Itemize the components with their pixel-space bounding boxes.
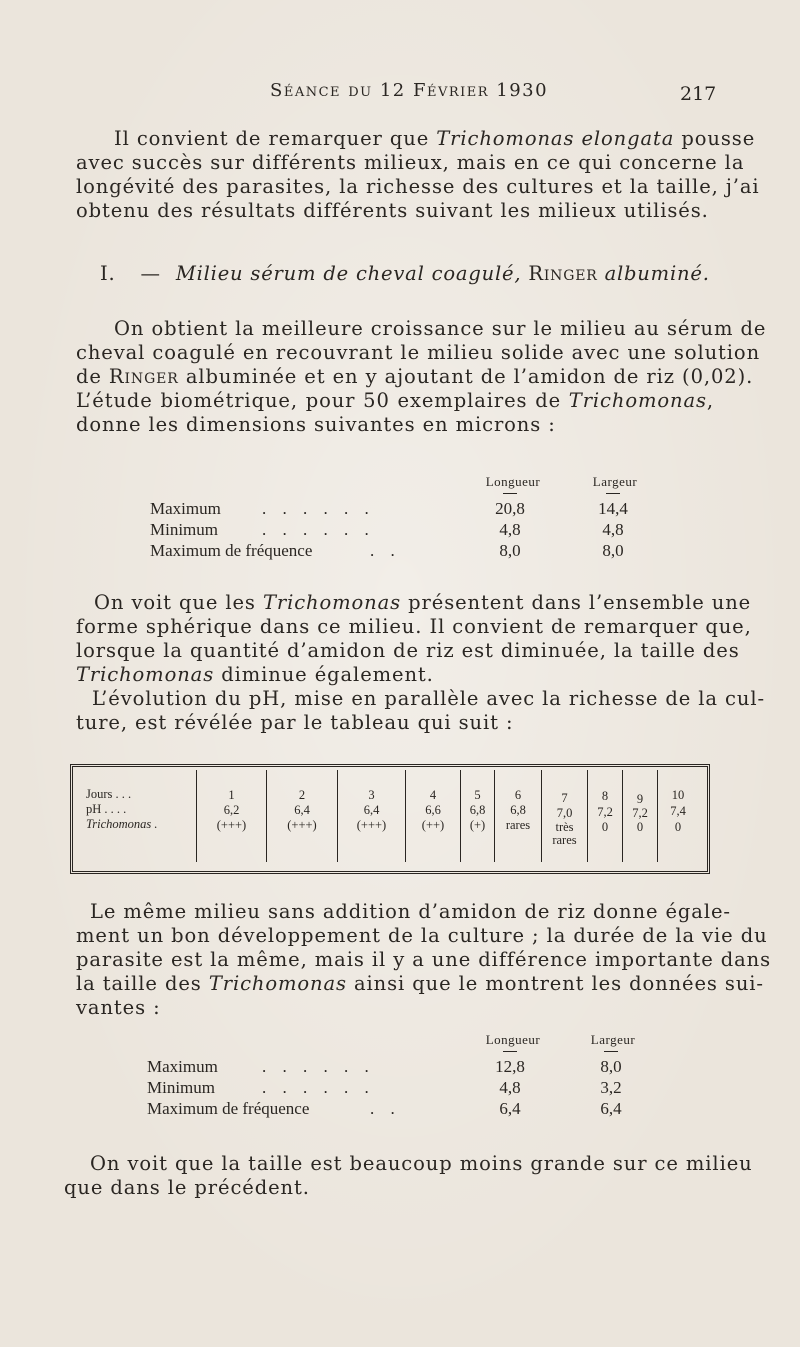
paragraph-1-line-1: Il convient de remarquer que Trichomonas elongata pousse [114,127,756,150]
dims1-row-dots: . . . . . . [262,520,375,539]
dims2-row-longueur: 4,8 [499,1078,521,1097]
paragraph-5-line-1: Le même milieu sans addition d’amidon de riz donne égale- [90,900,731,923]
ph-row-label-jours: Jours . . . [86,787,132,801]
paragraph-6-line-2: que dans le précédent. [64,1176,310,1199]
paragraph-2-line-2: cheval coagulé en recouvrant le milieu solide avec une solution [76,341,761,364]
page-number: 217 [680,83,717,105]
dims1-row-label: Minimum [150,520,219,539]
dims2-row-label: Minimum [147,1078,216,1097]
ph-cell-ph: 6,2 [223,803,240,817]
paragraph-2-line-5: donne les dimensions suivantes en microns : [76,413,556,436]
dims2-row-longueur: 12,8 [495,1057,525,1076]
paragraph-2 [76,317,767,437]
dims1-row-largeur: 8,0 [602,541,624,560]
paragraph-2-line-1: On obtient la meilleure croissance sur le milieu au sérum de [114,317,767,340]
dims1-row-dots: . . [370,541,401,560]
dims1-head-longueur: Longueur [485,474,541,489]
ph-cell-tricho: 0 [601,820,609,834]
dims2-row-label: Maximum de fréquence [147,1099,310,1118]
ph-cell-ph: 6,6 [425,803,441,817]
dims2-dash-largeur [604,1051,618,1052]
dims2-row-largeur: 8,0 [600,1057,622,1076]
paragraph-4-line-1: L’évolution du pH, mise en parallèle avec la richesse de la cul- [92,687,765,710]
ph-cell-ph: 7,4 [670,804,686,818]
ph-cell-jour: 3 [368,788,375,802]
ph-cell-ph: 7,2 [632,806,648,820]
ph-cell-tricho: (+++) [287,818,317,832]
paragraph-3-line-1: On voit que les Trichomonas présentent dans l’ensemble une [94,591,752,614]
running-head: Séance du 12 Février 1930 [270,80,549,101]
ph-cell-ph: 6,8 [510,803,526,817]
dims1-row-largeur: 14,4 [598,499,628,518]
ph-cell-ph: 6,4 [363,803,380,817]
ph-cell-tricho: (+++) [356,818,387,832]
ph-cell-jour: 8 [601,789,609,803]
paragraph-1-line-2: avec succès sur différents milieux, mais en ce qui concerne la [76,151,745,174]
paragraph-2-line-4: L’étude biométrique, pour 50 exemplaires de Trichomonas, [76,389,714,412]
dims2-head-longueur: Longueur [485,1032,541,1047]
ph-cell-ph: 7,2 [597,805,613,819]
section-number: I. [100,262,116,285]
paragraph-5-line-4: la taille des Trichomonas ainsi que le montrent les données sui- [76,972,764,995]
section-title: Milieu sérum de cheval coagulé, [175,262,522,285]
ph-cell-jour: 4 [429,788,437,802]
dims2-row-dots: . . [370,1099,401,1118]
ph-row-label-trichomonas: Trichomonas . [86,817,158,831]
section-albumine: albuminé. [604,262,710,285]
dims2-row-largeur: 6,4 [600,1099,622,1118]
dims1-head-largeur: Largeur [592,474,638,489]
section-ringer: Ringer [528,262,598,285]
ph-cell-jour: 6 [514,788,522,802]
ph-cell-tricho: (++) [421,818,445,832]
paragraph-5-line-2: ment un bon développement de la culture ; la durée de la vie du [76,924,768,947]
ph-cell-ph: 6,8 [469,803,486,817]
dims1-row-longueur: 8,0 [499,541,521,560]
ph-cell-tricho: (+) [469,818,486,832]
section-dash: — [140,262,161,285]
dims1-row-longueur: 4,8 [499,520,521,539]
paragraph-3-line-4: Trichomonas diminue également. [76,663,434,686]
section-heading [100,262,710,285]
paragraph-6-line-1: On voit que la taille est beaucoup moins grande sur ce milieu [90,1152,753,1175]
ph-cell-ph: 6,4 [294,803,310,817]
ph-cell-tricho: 0 [674,820,682,834]
dims1-row-largeur: 4,8 [602,520,624,539]
dims2-dash-longueur [503,1051,517,1052]
dims2-row-largeur: 3,2 [600,1078,622,1097]
paragraph-3 [76,591,752,687]
dims1-dash-largeur [606,493,620,494]
dims2-row-dots: . . . . . . [262,1057,375,1076]
paragraph-1-line-3: longévité des parasites, la richesse des cultures et la taille, j’ai [76,175,760,198]
paragraph-4 [76,687,765,735]
paragraph-6 [64,1152,753,1200]
ph-cell-jour: 1 [228,788,235,802]
paragraph-5-line-3: parasite est la même, mais il y a une différence importante dans [76,948,772,971]
ph-cell-jour: 9 [636,792,644,806]
paragraph-4-line-2: ture, est révélée par le tableau qui suit : [76,711,514,734]
ph-cell-jour: 5 [474,788,481,802]
dims1-row-label: Maximum [150,499,221,518]
dims2-row-longueur: 6,4 [499,1099,521,1118]
paragraph-1 [76,127,760,223]
dims1-row-dots: . . . . . . [262,499,375,518]
paragraph-3-line-3: lorsque la quantité d’amidon de riz est diminuée, la taille des [76,639,740,662]
dims1-row-longueur: 20,8 [495,499,525,518]
ph-cell-jour: 10 [671,788,685,802]
ph-cell-tricho: 0 [636,820,644,834]
paragraph-1-line-4: obtenu des résultats différents suivant les milieux utilisés. [76,199,709,222]
ph-cell-tricho: (+++) [216,818,247,832]
ph-cell-tricho: rares [505,818,531,832]
ph-cell-jour: 2 [298,788,306,802]
dims1-row-label: Maximum de fréquence [150,541,313,560]
dims2-head-largeur: Largeur [590,1032,636,1047]
dims2-row-dots: . . . . . . [262,1078,375,1097]
ph-cell-tricho: très rares [552,820,577,847]
paragraph-5-line-5: vantes : [76,996,161,1019]
paragraph-5 [76,900,772,1020]
dims2-row-label: Maximum [147,1057,218,1076]
ph-cell-ph: 7,0 [556,806,573,820]
ph-cell-jour: 7 [561,791,568,805]
dims1-dash-longueur [503,493,517,494]
paragraph-2-line-3: de Ringer albuminée et en y ajoutant de l’amidon de riz (0,02). [76,365,754,388]
ph-row-label-ph: pH . . . . [86,802,127,816]
paragraph-3-line-2: forme sphérique dans ce milieu. Il convient de remarquer que, [76,615,752,638]
